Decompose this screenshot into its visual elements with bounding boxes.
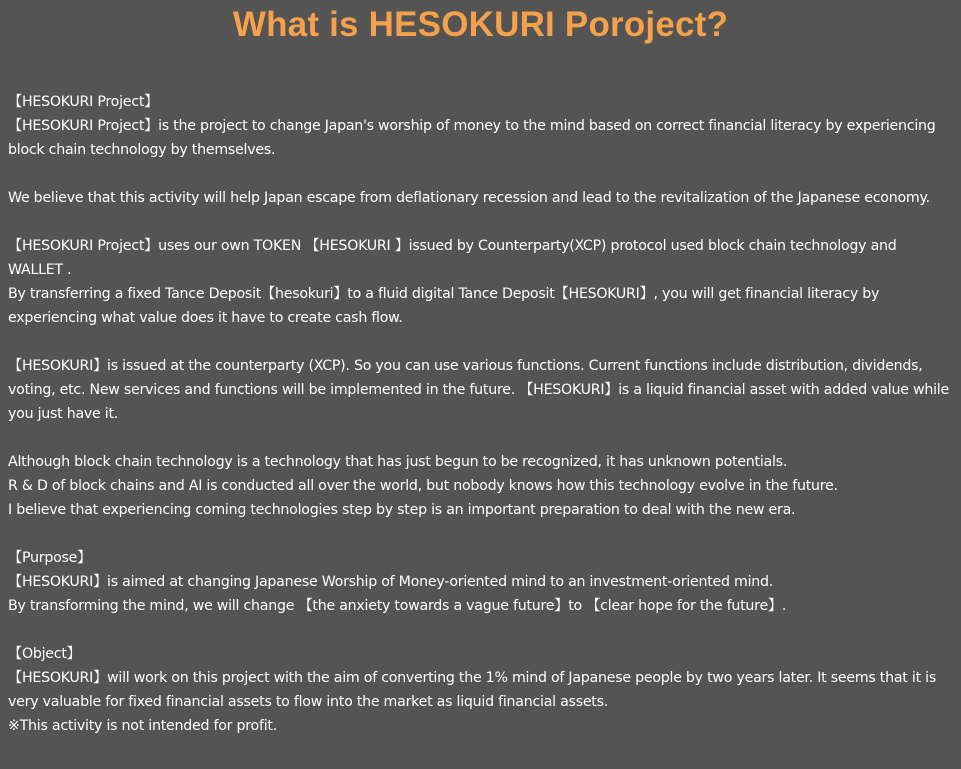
section-heading-project: 【HESOKURI Project】 bbox=[8, 94, 159, 110]
paragraph-spacer bbox=[8, 162, 953, 186]
section-heading-purpose: 【Purpose】 bbox=[8, 550, 92, 566]
paragraph-research: R & D of block chains and AI is conducted all over the world, but nobody knows how this technology evolve in the future. bbox=[8, 478, 838, 494]
paragraph-object-goal: 【HESOKURI】will work on this project with the aim of converting the 1% mind of Japanese people by two years later. It seems that it is very valuable for fixed financial assets to flow into the market as liquid financial assets. bbox=[8, 670, 936, 710]
paragraph-potential: Although block chain technology is a technology that has just begun to be recognized, it has unknown potentials. bbox=[8, 454, 788, 470]
paragraph-belief: We believe that this activity will help Japan escape from deflationary recession and lead to the revitalization of the Japanese economy. bbox=[8, 190, 930, 206]
article-body bbox=[8, 90, 953, 738]
paragraph-functions: 【HESOKURI】is issued at the counterparty (XCP). So you can use various functions. Current functions include distribution, dividends, voting, etc. New services and functions will be implemented in the future. 【HESOKURI】is a liquid financial asset with added value while you just have it. bbox=[8, 358, 949, 422]
paragraph-spacer bbox=[8, 426, 953, 450]
paragraph-spacer bbox=[8, 522, 953, 546]
paragraph-spacer bbox=[8, 618, 953, 642]
paragraph-preparation: I believe that experiencing coming technologies step by step is an important preparation to deal with the new era. bbox=[8, 502, 796, 518]
section-heading-object: 【Object】 bbox=[8, 646, 81, 662]
paragraph-spacer bbox=[8, 330, 953, 354]
page-title: What is HESOKURI Poroject? bbox=[232, 5, 729, 44]
paragraph-transfer: By transferring a fixed Tance Deposit【hesokuri】to a fluid digital Tance Deposit【HESOKURI】, you will get financial literacy by experiencing what value does it have to create cash flow. bbox=[8, 286, 880, 326]
paragraph-purpose-change: By transforming the mind, we will change 【the anxiety towards a vague future】to 【clear hope for the future】. bbox=[8, 598, 787, 614]
paragraph-disclaimer: ※This activity is not intended for profit. bbox=[8, 718, 277, 734]
paragraph-spacer bbox=[8, 210, 953, 234]
paragraph-purpose-aim: 【HESOKURI】is aimed at changing Japanese Worship of Money-oriented mind to an investment-oriented mind. bbox=[8, 574, 774, 590]
paragraph-project-intro: 【HESOKURI Project】is the project to change Japan's worship of money to the mind based on correct financial literacy by experiencing block chain technology by themselves. bbox=[8, 118, 936, 158]
paragraph-token: 【HESOKURI Project】uses our own TOKEN 【HESOKURI 】issued by Counterparty(XCP) protocol used block chain technology and WALLET . bbox=[8, 238, 897, 278]
